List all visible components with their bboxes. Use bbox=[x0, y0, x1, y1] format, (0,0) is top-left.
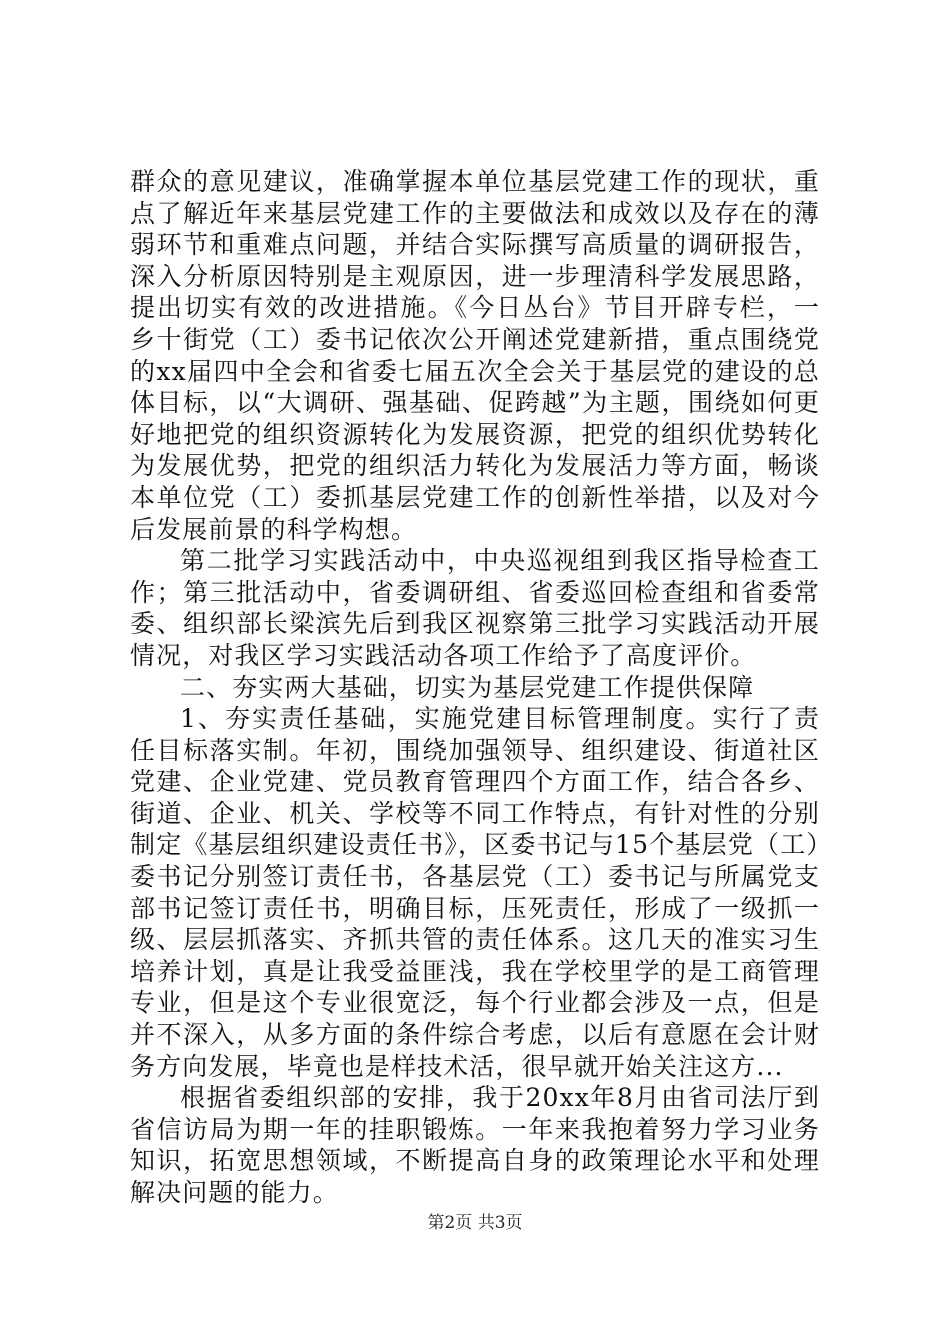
section-heading: 二、夯实两大基础，切实为基层党建工作提供保障 bbox=[180, 672, 755, 702]
page-number-footer: 第2页 共3页 bbox=[427, 1213, 523, 1233]
paragraph-inspection: 第二批学习实践活动中，中央巡视组到我区指导检查工作；第三批活动中，省委调研组、省委巡回检查组和省委常委、组织部长梁滨先后到我区视察第三批学习实践活动开展情况，对我区学习实践活动各项工作给予了高度评价。 bbox=[130, 546, 820, 670]
paragraph-responsibility: 1、夯实责任基础，实施党建目标管理制度。实行了责任目标落实制。年初，围绕加强领导、组织建设、街道社区党建、企业党建、党员教育管理四个方面工作，结合各乡、街道、企业、机关、学校等不同工作特点，有针对性的分别制定《基层组织建设责任书》，区委书记与15个基层党（工）委书记分别签订责任书，各基层党（工）委书记与所属党支部书记签订责任书，明确目标，压死责任，形成了一级抓一级、层层抓落实、齐抓共管的责任体系。这几天的准实习生培养计划，真是让我受益匪浅，我在学校里学的是工商管理专业，但是这个专业很宽泛，每个行业都会涉及一点，但是并不深入，从多方面的条件综合考虑，以后有意愿在会计财务方向发展，毕竟也是样技术活，很早就开始关注这方... bbox=[130, 704, 820, 1081]
document-body bbox=[130, 166, 820, 1209]
paragraph-secondment: 根据省委组织部的安排，我于20xx年8月由省司法厅到省信访局为期一年的挂职锻炼。一年来我抱着努力学习业务知识，拓宽思想领域，不断提高自身的政策理论水平和处理解决问题的能力。 bbox=[130, 1083, 820, 1207]
paragraph-continued: 群众的意见建议，准确掌握本单位基层党建工作的现状，重点了解近年来基层党建工作的主要做法和成效以及存在的薄弱环节和重难点问题，并结合实际撰写高质量的调研报告，深入分析原因特别是主观原因，进一步理清科学发展思路，提出切实有效的改进措施。《今日丛台》节目开辟专栏，一乡十街党（工）委书记依次公开阐述党建新措，重点围绕党的xx届四中全会和省委七届五次全会关于基层党的建设的总体目标，以“大调研、强基础、促跨越”为主题，围绕如何更好地把党的组织资源转化为发展资源，把党的组织优势转化为发展优势，把党的组织活力转化为发展活力等方面，畅谈本单位党（工）委抓基层党建工作的创新性举措，以及对今后发展前景的科学构想。 bbox=[130, 167, 820, 544]
